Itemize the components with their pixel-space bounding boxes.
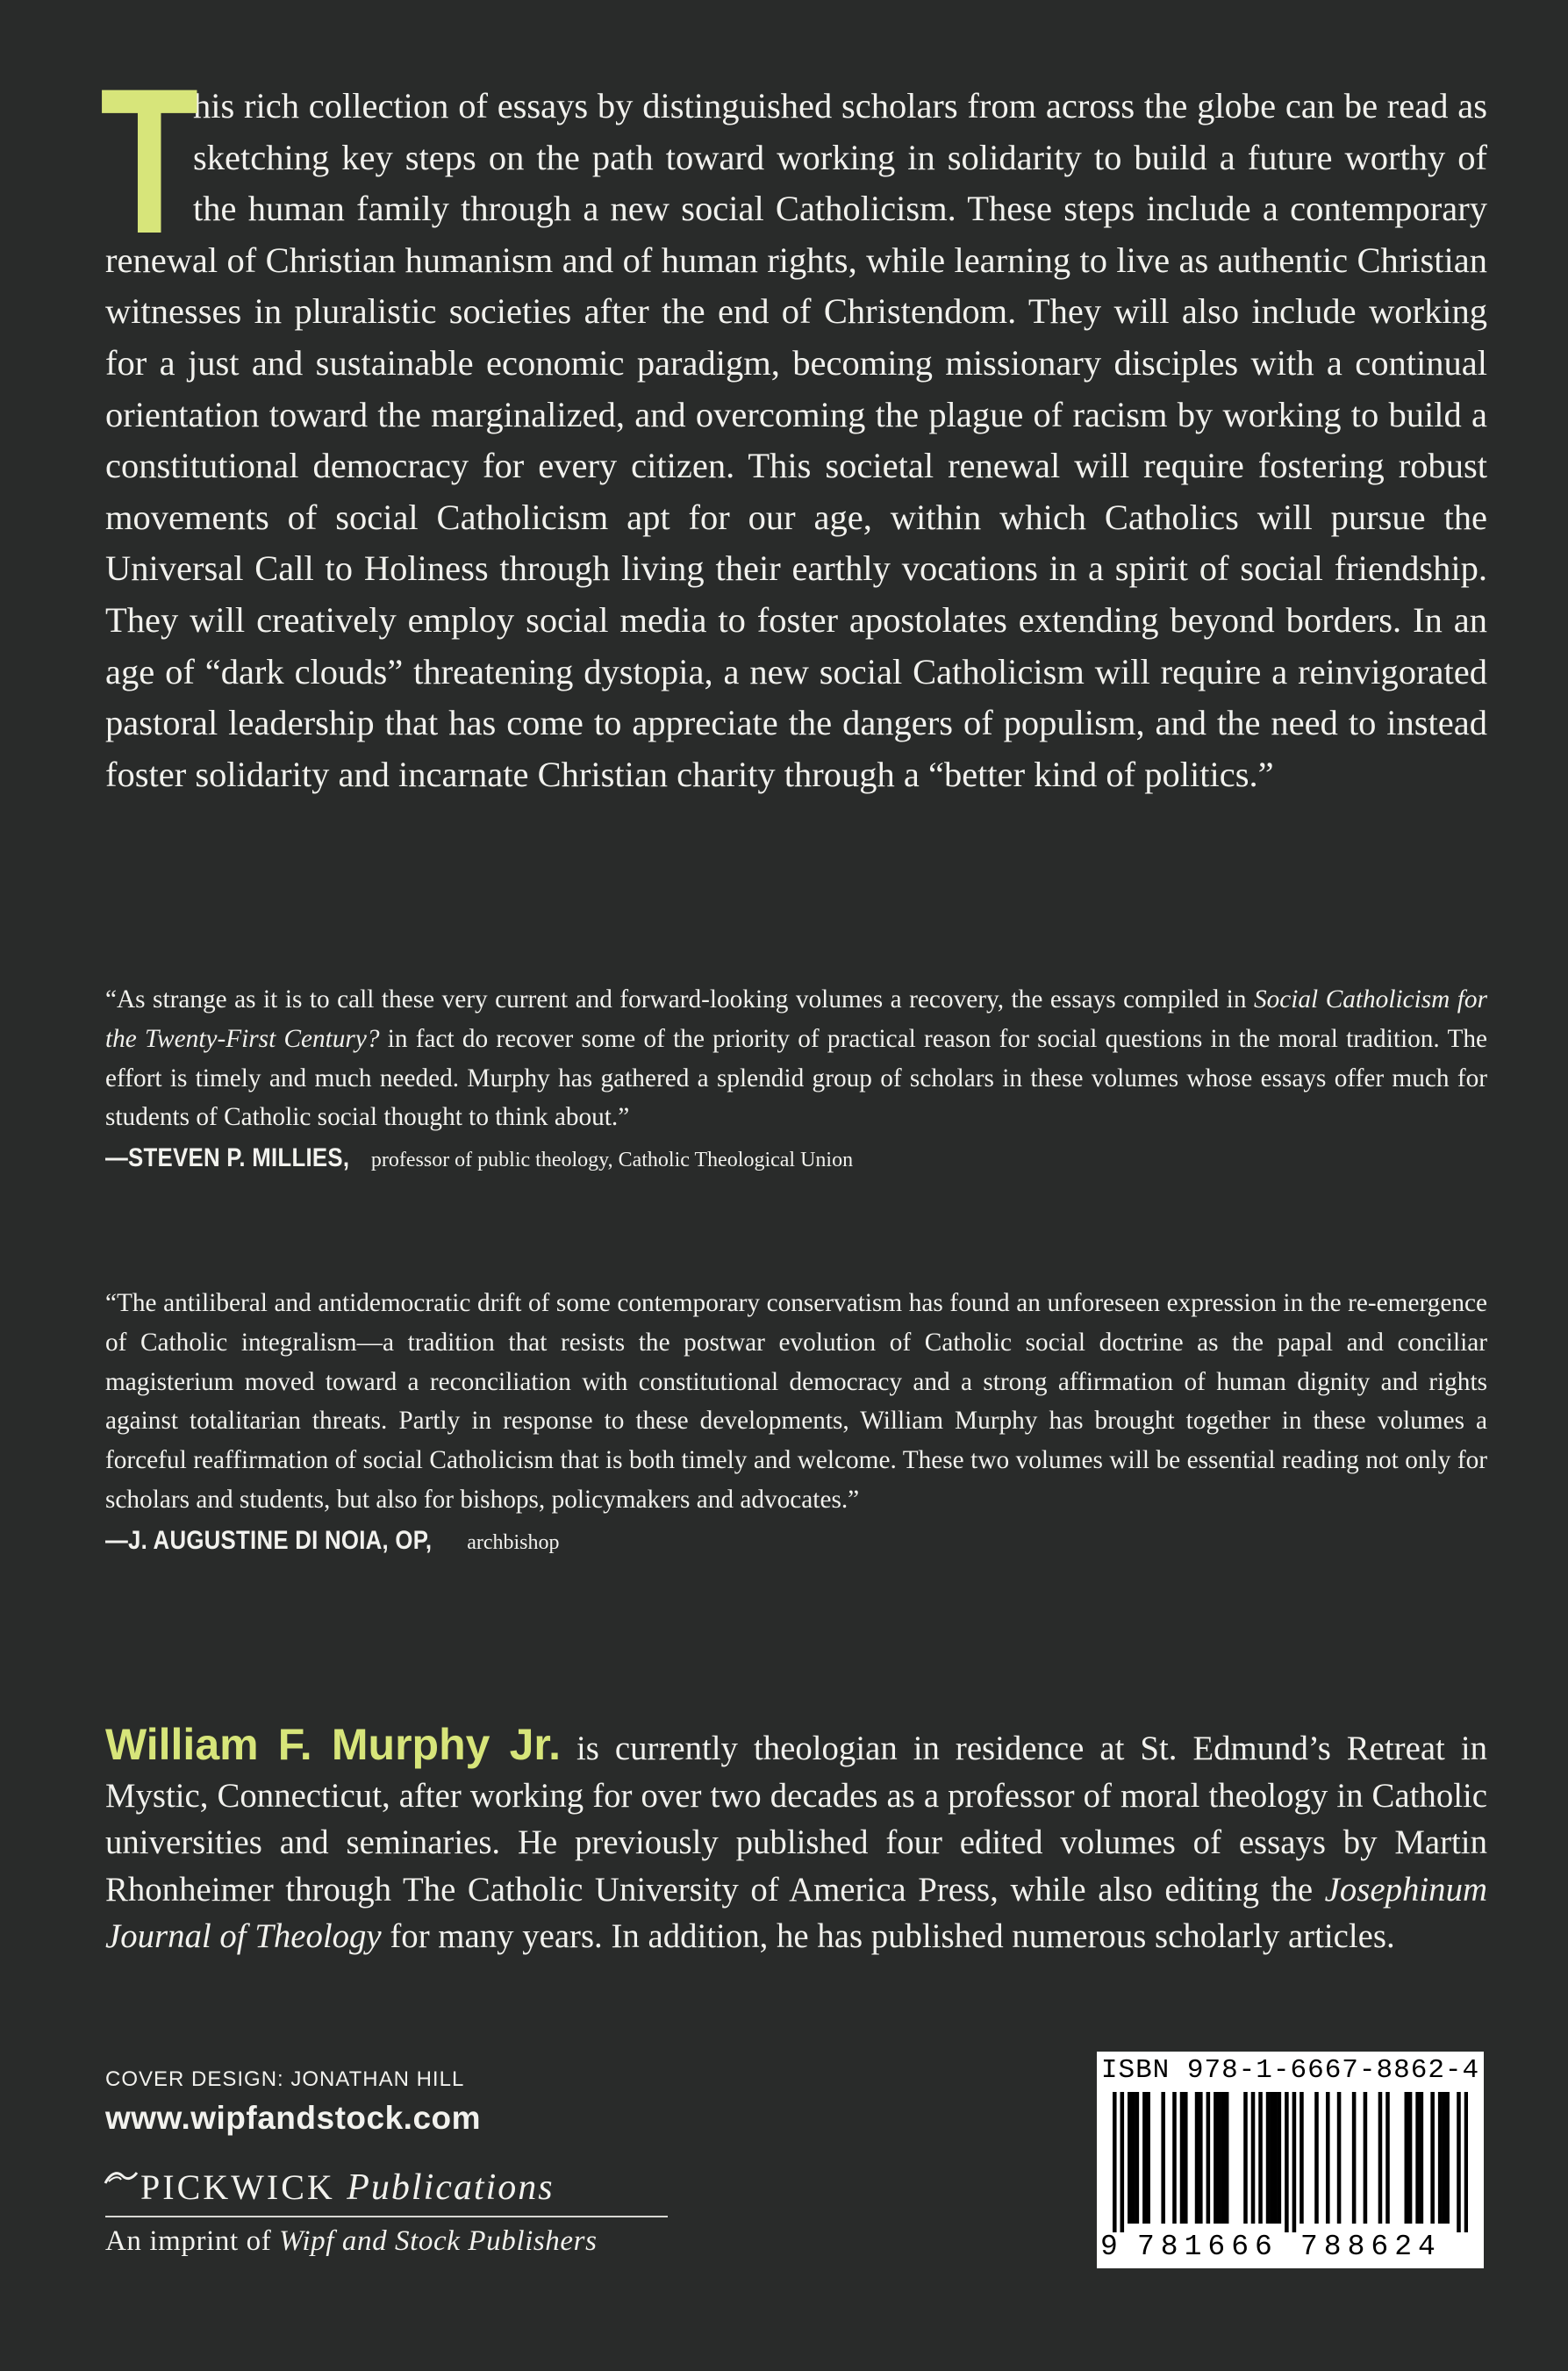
barcode-bar [1278,2092,1282,2224]
barcode-bar [1184,2092,1188,2224]
imprint-text: An imprint of [105,2225,280,2257]
endorsement-attribution [105,1139,1487,1180]
barcode-bar [1445,2092,1450,2224]
barcode-bar [1180,2092,1185,2224]
drop-cap: T [100,46,199,277]
barcode-bar [1128,2092,1132,2224]
barcode-bar [1161,2092,1165,2224]
barcode-digit-first: 9 [1100,2231,1118,2263]
barcode-bar [1326,2092,1330,2224]
barcode-bar [1405,2092,1409,2224]
barcode-bar [1221,2092,1226,2224]
barcode-bar [1113,2092,1117,2232]
barcode-bar [1172,2092,1177,2224]
barcode-bar [1214,2092,1218,2224]
cover-design-credit: COVER DESIGN: JONATHAN HILL [105,2067,465,2091]
barcode-bar [1385,2092,1390,2224]
barcode-bar [1292,2092,1297,2232]
barcode-bar [1243,2092,1248,2224]
quote-text: in fact do recover some of the priority of practical reason for social questions in the moral tradition. The effort is timely and much needed. Murphy has gathered a splendid group of scholars in these volumes whose essays offer much for students of Catholic social thought to think about.” [105,1024,1487,1132]
barcode-bar [1285,2092,1289,2232]
endorsement-attribution [105,1522,1487,1563]
imprint-line [105,2225,598,2258]
barcode-bar [1430,2092,1435,2224]
barcode-bar [1442,2092,1446,2224]
barcode-digits-right: 788624 [1300,2231,1442,2263]
bio-text: is currently theologian in residence at St. Edmund’s Retreat in Mystic, Connecticut, after working for over two decades as a professor of moral theology in Catholic universities and seminaries. He previously published four edited volumes of essays by Martin Rhonheimer through The Catholic University of America Press, while also editing the [105,1730,1487,1909]
barcode-bar [1464,2092,1468,2232]
barcode-bar [1273,2092,1278,2224]
endorsement-di-noia [105,1284,1487,1563]
book-title: Social Catholicism for the Twenty-First Century? [105,985,1487,1053]
publisher-divider [105,2216,668,2217]
endorsement-quote [105,980,1487,1137]
barcode-bar [1457,2092,1461,2232]
barcode-bar [1195,2092,1199,2224]
publisher-name: PICKWICK [140,2167,335,2207]
barcode-bar [1352,2092,1357,2224]
publisher-subname: Publications [347,2167,555,2208]
barcode-bar [1438,2092,1443,2224]
author-name: William F. Murphy Jr. [105,1720,562,1769]
barcode-bar [1266,2092,1271,2224]
barcode-bar [1217,2092,1221,2224]
endorsement-quote: “The antiliberal and antidemocratic drift of some contemporary conservatism has found an unforeseen expression in the re-emergence of Catholic integralism—a tradition that resists the postwar evolution of Catholic social doctrine as the papal and conciliar magisterium moved toward a reconciliation with constitutional democracy and a strong affirmation of human dignity and rights against totalitarian threats. Partly in response to these developments, William Murphy has brought together in these volumes a forceful reaffirmation of social Catholicism that is both timely and welcome. These two volumes will be essential reading not only for scholars and students, but also for bishops, policymakers and advocates.” [105,1289,1487,1514]
barcode-bar [1142,2092,1147,2224]
barcode-bar [1270,2092,1274,2224]
bio-text: for many years. In addition, he has published numerous scholarly articles. [381,1917,1395,1956]
barcode-bar [1314,2092,1319,2224]
isbn-barcode [1097,2052,1484,2268]
barcode-bar [1420,2092,1424,2224]
barcode-bar [1206,2092,1211,2224]
barcode-bar [1135,2092,1140,2224]
isbn-label: ISBN 978-1-6667-8862-4 [1100,2055,1480,2086]
barcode-bar [1225,2092,1229,2224]
endorser-role: archbishop [467,1530,560,1554]
barcode-bar [1378,2092,1383,2224]
back-cover-blurb [100,46,1487,800]
barcode-bar [1300,2092,1304,2224]
journal-title: Josephinum Journal of Theology [105,1870,1487,1956]
barcode-bar [1131,2092,1135,2224]
publisher-logo [104,2167,555,2209]
publisher-website-link[interactable]: www.wipfandstock.com [105,2100,482,2136]
blurb-text: his rich collection of essays by distinguished scholars from across the globe can be read as sketching key steps on the path toward working in solidarity to build a future worthy of the human family through a new social Catholicism. These steps include a contemporary renewal of Christian humanism and of human rights, while learning to live as authentic Christian witnesses in pluralistic societies after the end of Christendom. They will also include working for a just and sustainable economic paradigm, becoming missionary disciples with a continual orientation toward the marginalized, and overcoming the plague of racism by working to build a constitutional democracy for every citizen. This societal renewal will require fostering robust movements of social Catholicism apt for our age, within which Catholics will pursue the Universal Call to Holiness through living their earthly vocations in a spirit of social friendship. They will creatively employ social media to foster apostolates extending beyond borders. In an age of “dark clouds” threatening dystopia, a new social Catholicism will require a reinvigorated pastoral leadership that has come to appreciate the dangers of populism, and the need to instead foster solidarity and incarnate Christian charity through a “better kind of politics.” [105,86,1487,794]
barcode-bar [1258,2092,1263,2224]
endorser-role: professor of public theology, Catholic Theological Union [370,1149,854,1172]
imprint-publisher: Wipf and Stock Publishers [279,2225,598,2257]
barcode-bar [1408,2092,1413,2224]
barcode-digits-left: 781666 [1137,2231,1278,2263]
barcode-bars [1113,2092,1468,2232]
endorser-name: —STEVEN P. MILLIES, [105,1143,350,1173]
barcode-bar [1121,2092,1125,2232]
endorser-name: —J. AUGUSTINE DI NOIA, OP, [105,1525,433,1555]
barcode-bar [1364,2092,1368,2224]
barcode-bar [1251,2092,1256,2224]
author-bio [105,1722,1487,1960]
barcode-bar [1146,2092,1150,2224]
endorsement-millies [105,980,1487,1180]
barcode-bar [1415,2092,1420,2224]
barcode-bar [1199,2092,1203,2224]
barcode-bar [1337,2092,1342,2224]
quote-text: “As strange as it is to call these very current and forward-looking volumes a recovery, the essays compiled in [105,985,1254,1014]
pickwick-swash-icon [104,2169,139,2187]
